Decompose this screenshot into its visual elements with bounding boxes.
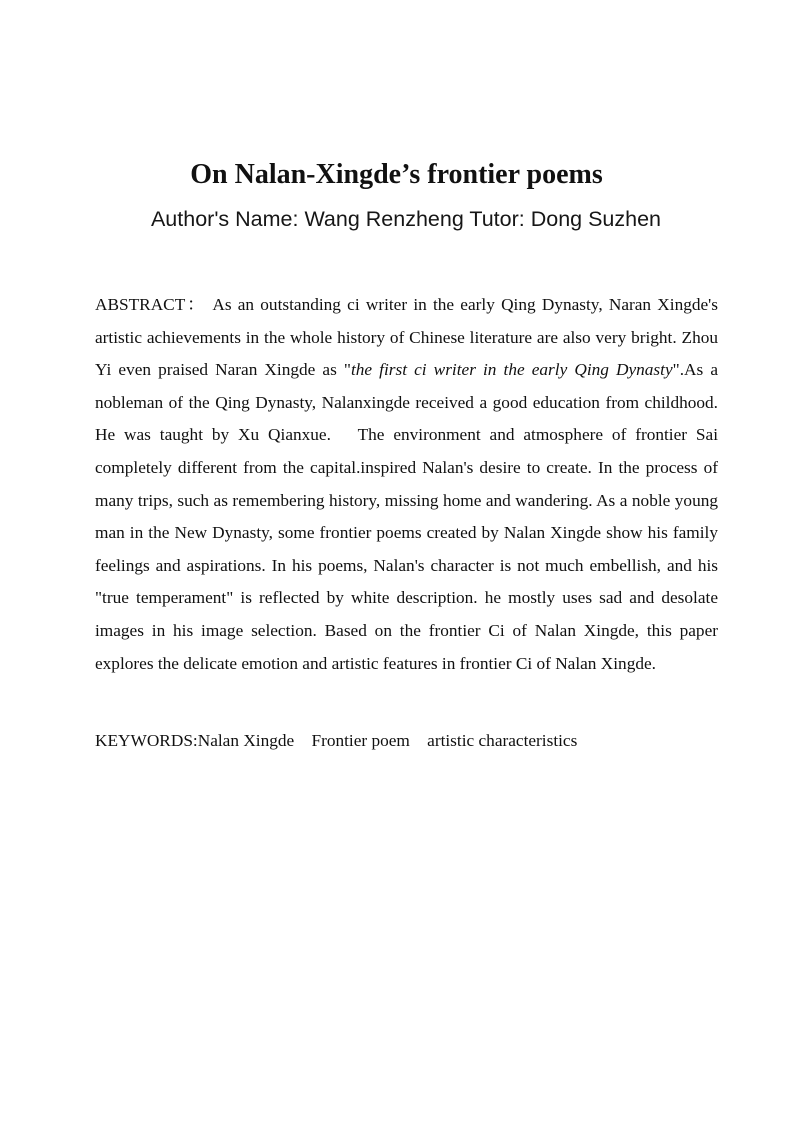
abstract-paragraph — [95, 289, 718, 680]
keyword-item: artistic characteristics — [427, 731, 578, 750]
abstract-quote: the first ci writer in the early Qing Dynasty — [350, 360, 673, 380]
keyword-item: Frontier poem — [311, 731, 410, 750]
keywords-label: KEYWORDS: — [95, 731, 198, 750]
author-line: Author's Name: Wang Renzheng Tutor: Dong Suzhen — [150, 207, 662, 231]
abstract-label: ABSTRACT： — [95, 295, 207, 314]
paper-title: On Nalan-Xingde’s frontier poems — [190, 159, 603, 190]
abstract-text-part1: As an outstanding ci writer in the early Qing Dynasty, Naran Xingde's artistic achievements in the whole history of Chinese literature are also very bright. Zhou Yi even praised Naran Xingde as " — [95, 295, 719, 380]
abstract-text-part2: ".As a nobleman of the Qing Dynasty, Nalanxingde received a good education from childhood. He was taught by Xu Qianxue. The environment and atmosphere of frontier Sai completely different from the capital.inspired Nalan's desire to create. In the process of many trips, such as remembering history, missing home and wandering. As a noble young man in the New Dynasty, some frontier poems created by Nalan Xingde show his family feelings and aspirations. In his poems, Nalan's character is not much embellish, and his "true temperament" is reflected by white description. he mostly uses sad and desolate images in his image selection. Based on the frontier Ci of Nalan Xingde, this paper explores the delicate emotion and artistic features in frontier Ci of Nalan Xingde. — [95, 360, 718, 673]
keywords-line — [95, 725, 718, 757]
keyword-item: Nalan Xingde — [197, 731, 295, 750]
